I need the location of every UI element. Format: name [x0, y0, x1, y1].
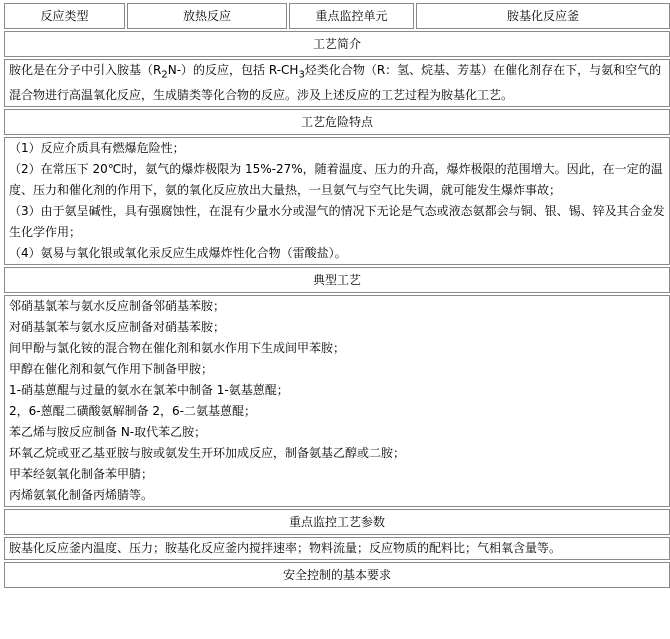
- hazard-item: （3）由于氨呈碱性，具有强腐蚀性，在混有少量水分或湿气的情况下无论是气态或液态氨都会与铜、银、锡、锌及其合金发生化学作用；: [9, 204, 665, 240]
- hazards-list: [4, 137, 670, 265]
- params-body-row: [4, 537, 670, 560]
- typical-item: 环氧乙烷或亚乙基亚胺与胺或氨发生开环加成反应，制备氨基乙醇或二胺；: [9, 446, 406, 461]
- typical-item: 间甲酚与氯化铵的混合物在催化剂和氨水作用下生成间甲苯胺；: [9, 341, 346, 356]
- typical-item: 2，6-蒽醌二磺酸氨解制备 2，6-二氨基蒽醌；: [9, 404, 257, 419]
- intro-title: 工艺简介: [4, 31, 670, 57]
- intro-text-c: 烃类化合物（R：氢、烷基、芳基）在催化剂存在下，与氨和空气的混合物进行高温氧化反应，生成腈类等化合物的反应。涉及上述反应的工艺过程为胺基化工艺。: [9, 63, 662, 103]
- typical-list: [4, 295, 670, 507]
- params-title: 重点监控工艺参数: [4, 509, 670, 535]
- typical-item: 苯乙烯与胺反应制备 N-取代苯乙胺；: [9, 425, 207, 440]
- typical-item: 1-硝基蒽醌与过量的氨水在氯苯中制备 1-氨基蒽醌；: [9, 383, 289, 398]
- hazard-item: （4）氨易与氧化银或氧化汞反应生成爆炸性化合物（雷酸盐）。: [9, 246, 347, 261]
- params-text: 胺基化反应釜内温度、压力；胺基化反应釜内搅拌速率；物料流量；反应物质的配料比；气相氧含量等。: [4, 537, 670, 560]
- intro-body-row: [4, 59, 670, 107]
- typical-item: 对硝基氯苯与氨水反应制备对硝基苯胺；: [9, 320, 226, 335]
- intro-sub-3: 3: [298, 69, 305, 81]
- intro-text-a: 胺化是在分子中引入胺基（R: [9, 63, 162, 77]
- intro-sub-2: 2: [161, 69, 168, 81]
- monitor-unit-label: 重点监控单元: [289, 3, 414, 29]
- typical-item: 邻硝基氯苯与氨水反应制备邻硝基苯胺；: [9, 299, 226, 314]
- typical-item: 丙烯氨氧化制备丙烯腈等。: [9, 488, 154, 503]
- intro-title-row: [4, 31, 670, 57]
- hazards-body-row: [4, 137, 670, 265]
- intro-text-b: N-）的反应，包括 R-CH: [167, 63, 299, 77]
- reaction-type-label: 反应类型: [4, 3, 125, 29]
- hazards-title-row: [4, 109, 670, 135]
- safety-title: 安全控制的基本要求: [4, 562, 670, 588]
- typical-title-row: [4, 267, 670, 293]
- reaction-type-value: 放热反应: [127, 3, 287, 29]
- hazard-item: （1）反应介质具有燃爆危险性；: [9, 141, 185, 156]
- typical-title: 典型工艺: [4, 267, 670, 293]
- intro-text: [4, 59, 670, 107]
- monitor-unit-value: 胺基化反应釜: [416, 3, 670, 29]
- safety-title-row: [4, 562, 670, 588]
- hazards-title: 工艺危险特点: [4, 109, 670, 135]
- params-title-row: [4, 509, 670, 535]
- hazard-item: （2）在常压下 20℃时，氨气的爆炸极限为 15%-27%，随着温度、压力的升高，爆炸极限的范围增大。因此，在一定的温度、压力和催化剂的作用下，氨的氧化反应放出大量热，一旦氨气与空气比失调，就可能发生爆炸事故；: [9, 162, 663, 198]
- header-row: [4, 3, 670, 29]
- typical-body-row: [4, 295, 670, 507]
- typical-item: 甲醇在催化剂和氨气作用下制备甲胺；: [9, 362, 214, 377]
- process-table: [2, 1, 670, 590]
- process-safety-document: [0, 1, 670, 639]
- typical-item: 甲苯经氨氧化制备苯甲腈；: [9, 467, 154, 482]
